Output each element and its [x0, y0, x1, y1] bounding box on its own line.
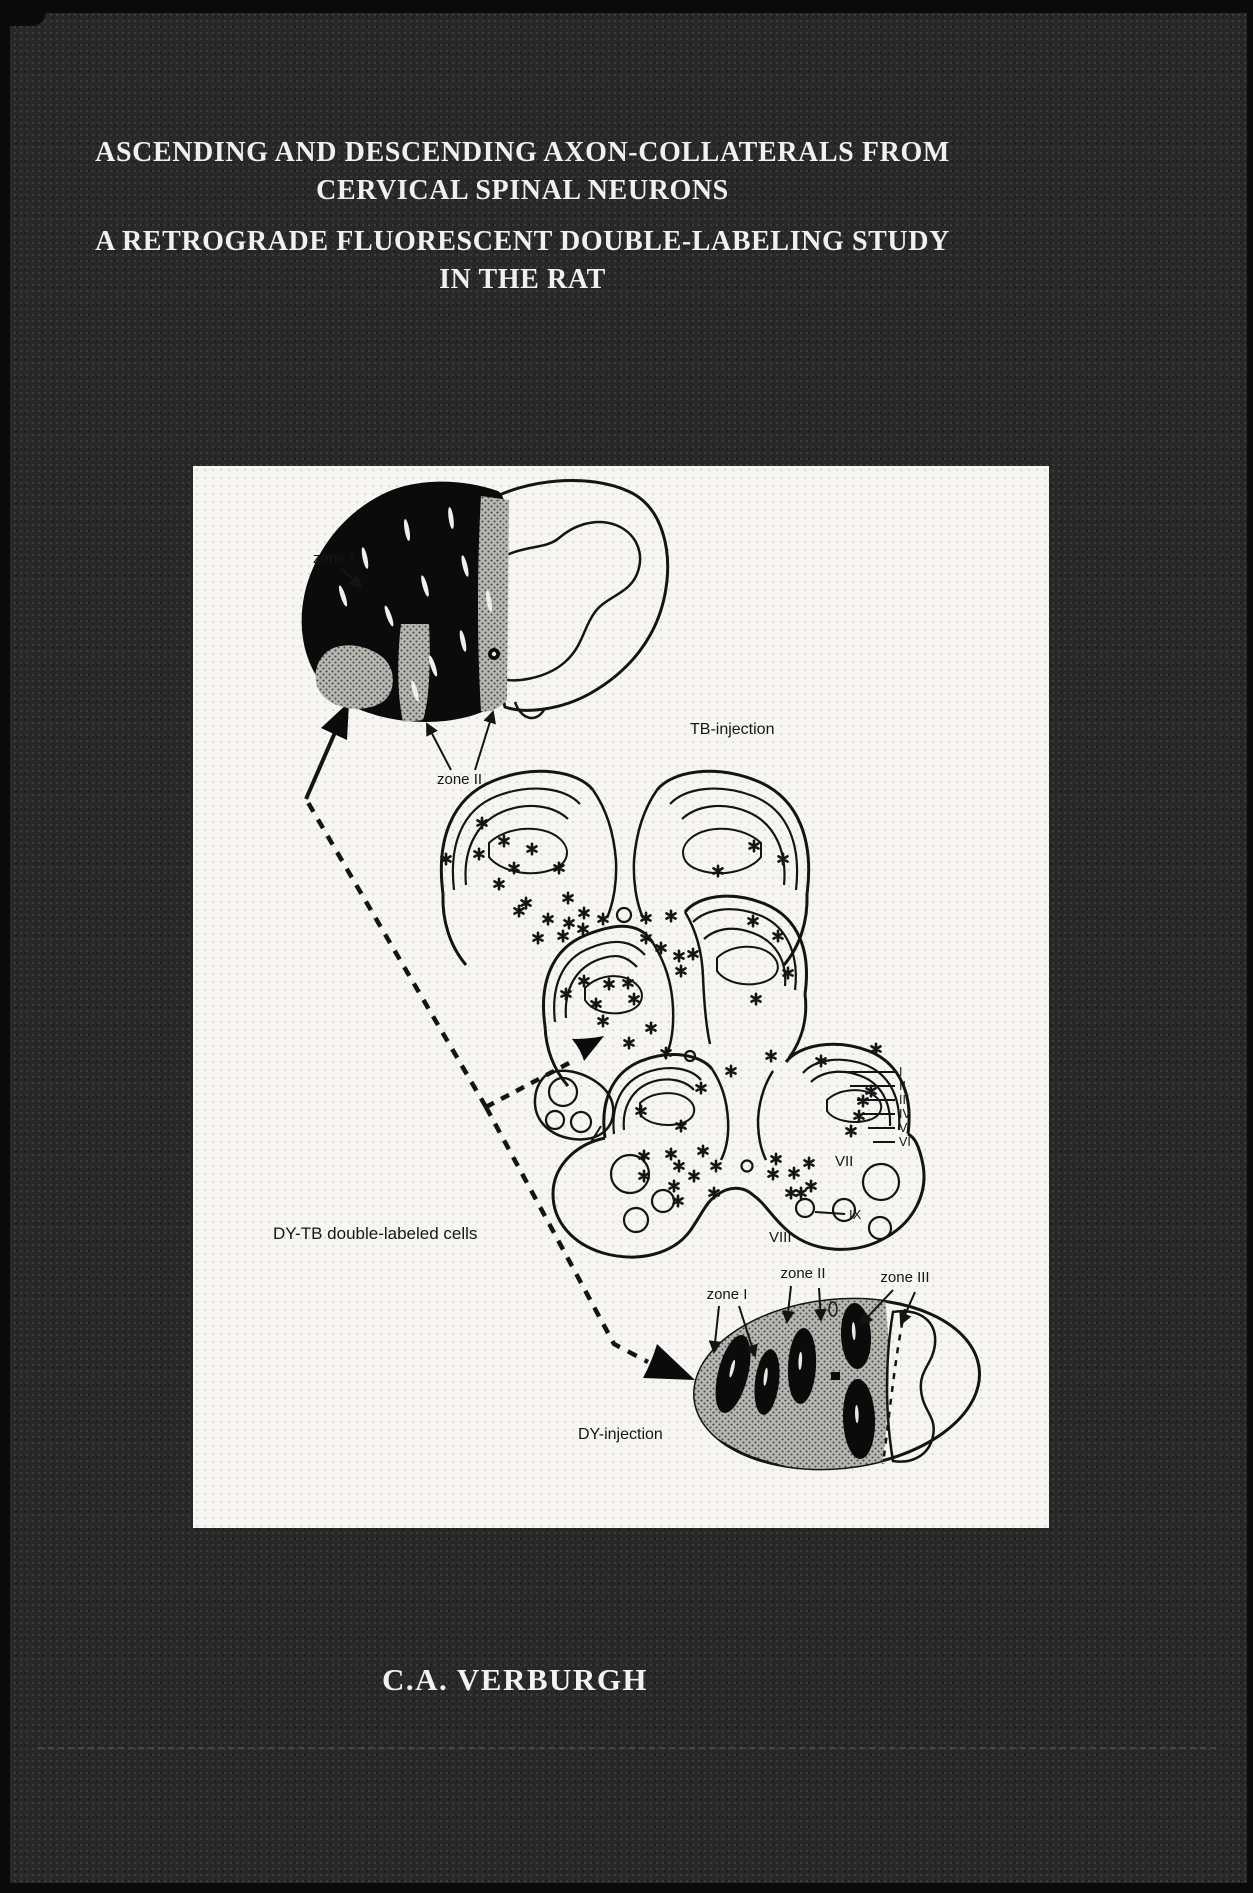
author-name: C.A. VERBURGH: [381, 1662, 649, 1697]
title-line-1: ASCENDING AND DESCENDING AXON-COLLATERALS FROM: [95, 137, 950, 168]
lamina-9-label: IX: [849, 1207, 862, 1222]
zone2-bottom-label: zone II: [780, 1265, 826, 1282]
arrowhead-to-dy-section: [643, 1344, 695, 1380]
lamina-6-label: VI: [899, 1135, 911, 1149]
middle-cord-sections: [441, 771, 924, 1257]
page-edge-bottom: [0, 1883, 1253, 1893]
page-edge-top: [0, 0, 1253, 13]
zone1-bottom-label: zone I: [706, 1286, 748, 1303]
dy-injection-label: DY-injection: [578, 1426, 663, 1443]
arrowhead-to-tb-section: [321, 702, 349, 740]
lamina-5-label: V: [899, 1121, 908, 1135]
arrowhead-to-double-labeled-cells: [572, 1036, 604, 1061]
dy-injection-section: [578, 1265, 988, 1482]
zone1-top-label: zone I: [313, 550, 354, 567]
double-labeled-cells-label: DY-TB double-labeled cells: [273, 1224, 478, 1243]
subtitle-line-1: A RETROGRADE FLUORESCENT DOUBLE-LABELING STUDY: [95, 226, 950, 257]
lamina-1-label: I: [899, 1065, 903, 1079]
tb-zone2-gray-strip: [478, 496, 509, 712]
lamina-3-label: III: [899, 1093, 910, 1107]
page-edge-right: [1247, 0, 1253, 1893]
figure-panel: [193, 466, 1049, 1528]
dashed-pathway-arrows: [306, 702, 695, 1380]
cover-fold-line: [38, 1747, 1216, 1749]
subtitle-line-2: IN THE RAT: [439, 264, 606, 295]
tb-injection-label: TB-injection: [690, 721, 775, 738]
scan-corner-blotch: [0, 0, 46, 26]
tb-zone2-gray-band: [398, 624, 430, 722]
title-line-2: CERVICAL SPINAL NEURONS: [316, 175, 729, 206]
lamina-4-label: IV: [899, 1107, 911, 1121]
lamina-2-label: II: [899, 1079, 906, 1093]
zone2-top-label: zone II: [437, 771, 483, 788]
lamina-8-label: VIII: [769, 1229, 792, 1246]
zone3-bottom-label: zone III: [880, 1269, 930, 1286]
spinal-cord-diagram: [193, 466, 1049, 1528]
lamina-7-label: VII: [835, 1153, 854, 1170]
title-block: [55, 134, 990, 299]
cord-section-3: [535, 1044, 924, 1257]
cord-section-1: [441, 771, 808, 965]
tb-injection-section: [302, 480, 775, 788]
page-edge-left: [0, 0, 10, 1893]
